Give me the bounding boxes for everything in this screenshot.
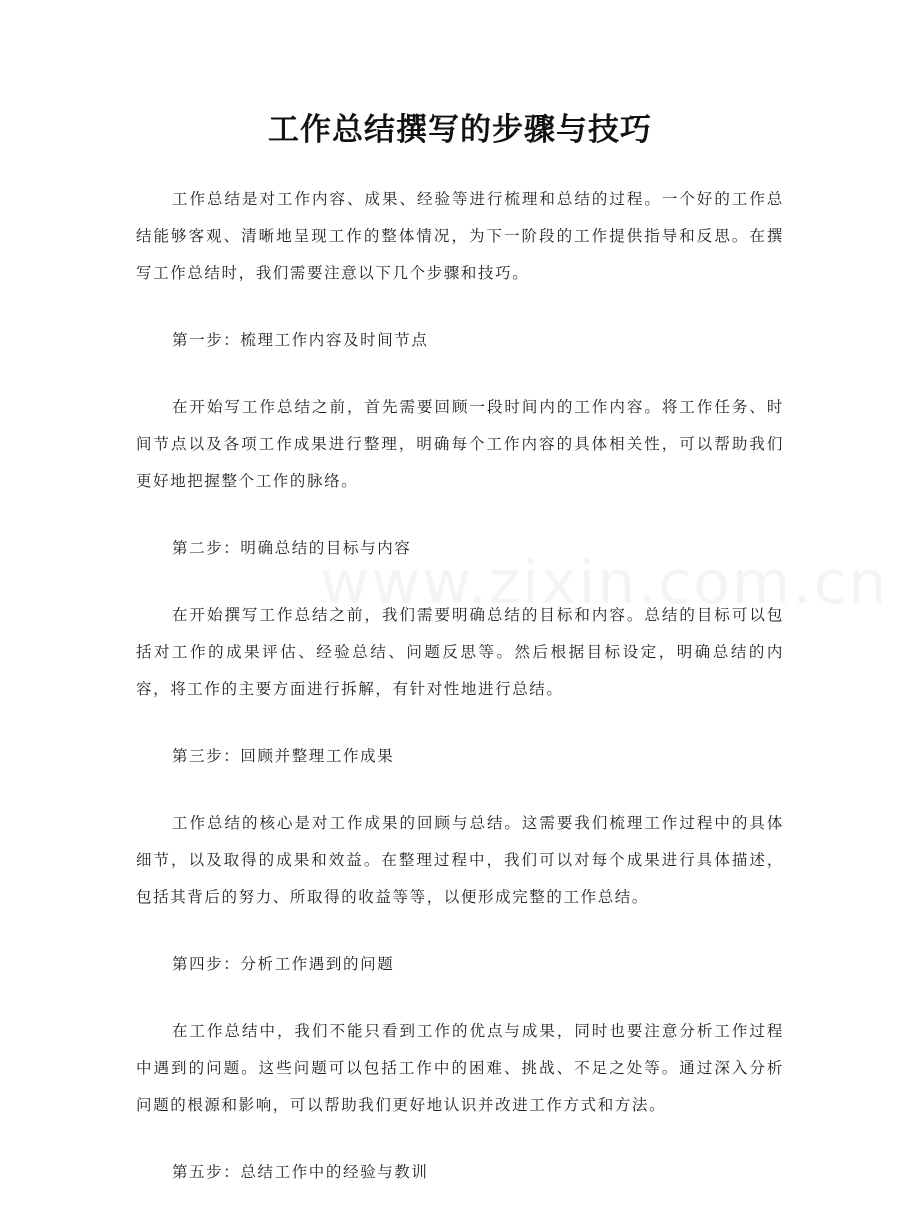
step-3-heading: 第三步：回顾并整理工作成果 (172, 747, 395, 765)
intro-paragraph: 工作总结是对工作内容、成果、经验等进行梳理和总结的过程。一个好的工作总结能够客观、清晰地呈现工作的整体情况，为下一阶段的工作提供指导和反思。在撰写工作总结时，我们需要注意以下几个步骤和技巧。 (136, 190, 784, 282)
step-1-heading: 第一步：梳理工作内容及时间节点 (172, 331, 429, 349)
document-body (136, 181, 784, 1221)
step-5-heading: 第五步：总结工作中的经验与教训 (172, 1163, 429, 1181)
step-4-heading: 第四步：分析工作遇到的问题 (172, 955, 395, 973)
step-3-paragraph: 工作总结的核心是对工作成果的回顾与总结。这需要我们梳理工作过程中的具体细节，以及取得的成果和效益。在整理过程中，我们可以对每个成果进行具体描述，包括其背后的努力、所取得的收益等等，以便形成完整的工作总结。 (136, 814, 784, 906)
step-1-paragraph: 在开始写工作总结之前，首先需要回顾一段时间内的工作内容。将工作任务、时间节点以及各项工作成果进行整理，明确每个工作内容的具体相关性，可以帮助我们更好地把握整个工作的脉络。 (136, 398, 784, 490)
step-2-heading: 第二步：明确总结的目标与内容 (172, 539, 412, 557)
step-4-paragraph: 在工作总结中，我们不能只看到工作的优点与成果，同时也要注意分析工作过程中遇到的问题。这些问题可以包括工作中的困难、挑战、不足之处等。通过深入分析问题的根源和影响，可以帮助我们更好地认识并改进工作方式和方法。 (136, 1022, 784, 1114)
page-title: 工作总结撰写的步骤与技巧 (268, 112, 652, 148)
step-2-paragraph: 在开始撰写工作总结之前，我们需要明确总结的目标和内容。总结的目标可以包括对工作的成果评估、经验总结、问题反思等。然后根据目标设定，明确总结的内容，将工作的主要方面进行拆解，有针对性地进行总结。 (136, 606, 784, 698)
